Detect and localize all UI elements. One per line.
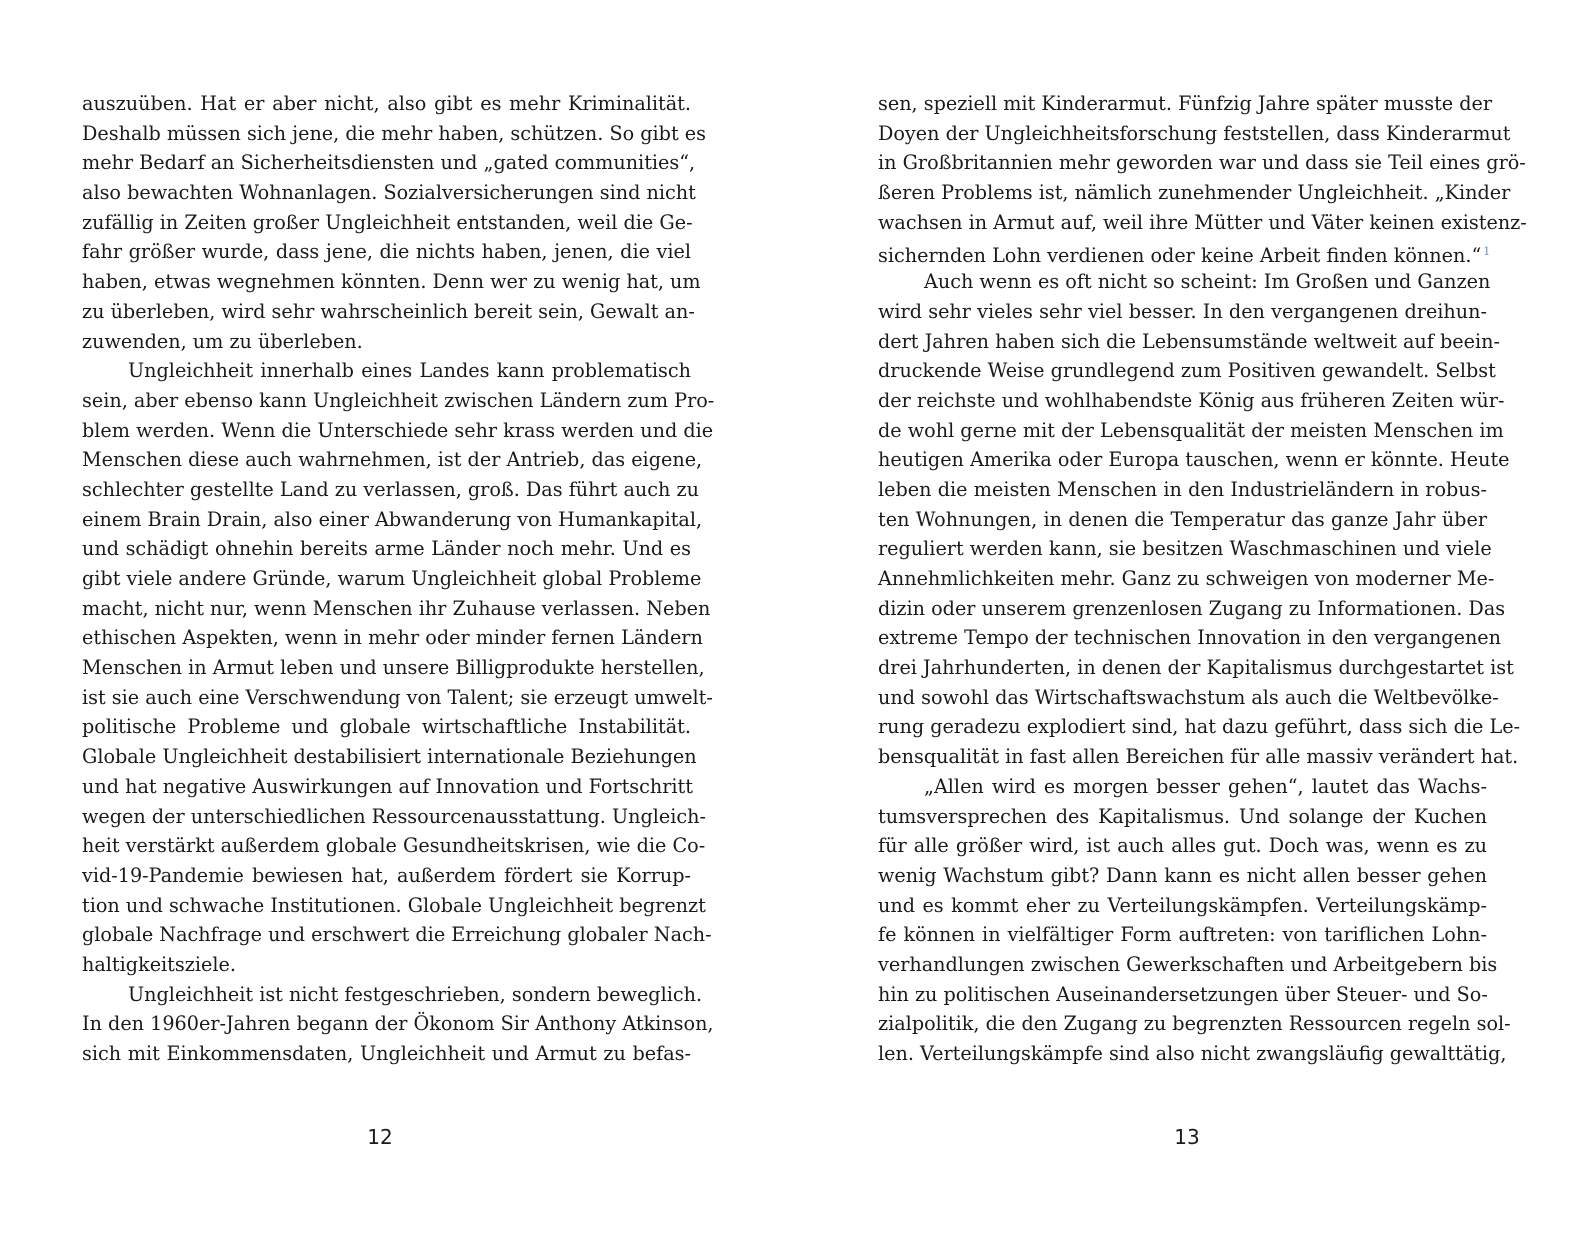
text-line [878, 683, 1499, 713]
text-line [878, 119, 1511, 149]
line-text: extreme Tempo der technischen Innovation in den vergangenen [878, 626, 1502, 650]
text-line [878, 891, 1487, 921]
line-text: schlechter gestellte Land zu verlassen, groß. Das führt auch zu [82, 477, 699, 501]
text-line [82, 208, 691, 238]
line-text: wird sehr vieles sehr viel besser. In den vergangenen dreihun- [878, 299, 1487, 323]
text-line [82, 653, 705, 683]
text-line [878, 742, 1519, 772]
line-text: tion und schwache Institutionen. Globale Ungleichheit begrenzt [82, 893, 706, 917]
line-text: und hat negative Auswirkungen auf Innovation und Fortschritt [82, 774, 693, 798]
text-line [82, 327, 691, 357]
line-text: vid-19-Pandemie bewiesen hat, außerdem fördert sie Korrup- [82, 863, 691, 887]
text-line [82, 416, 714, 446]
line-text: „Allen wird es morgen besser gehen“, lautet das Wachs- [924, 774, 1487, 798]
text-line [878, 178, 1511, 208]
line-text: haben, etwas wegnehmen könnten. Denn wer zu wenig hat, um [82, 270, 701, 294]
text-line [82, 920, 712, 950]
left-page-text [82, 89, 715, 1069]
line-text: fahr größer wurde, dass jene, die nichts haben, jenen, die viel [82, 240, 691, 264]
text-line [878, 267, 1491, 297]
line-text: mehr Bedarf an Sicherheitsdiensten und „gated communities“, [82, 151, 696, 175]
line-text: haltigkeitsziele. [82, 952, 236, 976]
page-number-right: 13 [1174, 1125, 1200, 1149]
text-line [82, 861, 691, 891]
text-line [82, 742, 697, 772]
line-text: sein, aber ebenso kann Ungleichheit zwischen Ländern zum Pro- [82, 388, 715, 412]
line-text: also bewachten Wohnanlagen. Sozialversicherungen sind nicht [82, 181, 696, 205]
line-text: Menschen diese auch wahrnehmen, ist der Antrieb, das eigene, [82, 448, 703, 472]
line-text: tumsversprechen des Kapitalismus. Und solange der Kuchen [878, 804, 1487, 828]
text-line [878, 1039, 1507, 1069]
text-line [878, 861, 1487, 891]
line-text: Menschen in Armut leben und unsere Billigprodukte herstellen, [82, 656, 705, 680]
text-line [878, 505, 1487, 535]
right-page-text [878, 89, 1527, 1069]
line-text: sen, speziell mit Kinderarmut. Fünfzig Jahre später musste der [878, 92, 1493, 115]
line-text: ßeren Problems ist, nämlich zunehmender Ungleichheit. „Kinder [878, 181, 1511, 205]
page-number-left: 12 [367, 1125, 393, 1149]
line-text: Ungleichheit ist nicht festgeschrieben, sondern beweglich. [128, 982, 703, 1006]
line-text: und schädigt ohnehin bereits arme Länder noch mehr. Und es [82, 537, 691, 561]
text-line [878, 416, 1504, 446]
text-line [82, 564, 702, 594]
text-line [82, 386, 715, 416]
text-line [82, 594, 711, 624]
line-text: Deshalb müssen sich jene, die mehr haben, schützen. So gibt es [82, 121, 706, 145]
line-text: globale Nachfrage und erschwert die Erreichung globaler Nach- [82, 923, 712, 947]
line-text: wegen der unterschiedlichen Ressourcenausstattung. Ungleich- [82, 804, 706, 828]
line-text: len. Verteilungskämpfe sind also nicht zwangsläufig gewalttätig, [878, 1042, 1507, 1065]
text-line [878, 475, 1487, 505]
line-text: macht, nicht nur, wenn Menschen ihr Zuhause verlassen. Neben [82, 596, 711, 620]
line-text: Ungleichheit innerhalb eines Landes kann problematisch [128, 359, 691, 383]
line-text: wachsen in Armut auf, weil ihre Mütter und Väter keinen existenz- [878, 210, 1527, 234]
text-line [878, 712, 1521, 742]
text-line [878, 148, 1526, 178]
line-text: Annehmlichkeiten mehr. Ganz zu schweigen von moderner Me- [878, 567, 1495, 590]
text-line [82, 148, 696, 178]
line-text: fe können in vielfältiger Form auftreten: von tariflichen Lohn- [878, 923, 1487, 947]
text-line [82, 980, 703, 1010]
line-text: politische Probleme und globale wirtschaftliche Instabilität. [82, 715, 691, 739]
text-line [878, 534, 1492, 564]
text-line [82, 178, 696, 208]
line-text: reguliert werden kann, sie besitzen Waschmaschinen und viele [878, 537, 1492, 561]
text-line [82, 119, 706, 149]
line-text: und sowohl das Wirtschaftswachstum als auch die Weltbevölke- [878, 685, 1499, 709]
line-text: ten Wohnungen, in denen die Temperatur das ganze Jahr über [878, 507, 1487, 531]
line-text: In den 1960er-Jahren begann der Ökonom Sir Anthony Atkinson, [82, 1012, 714, 1036]
text-line [878, 802, 1487, 832]
text-line [82, 802, 706, 832]
line-text: einem Brain Drain, also einer Abwanderung von Humankapital, [82, 507, 703, 531]
text-line [878, 89, 1493, 119]
text-line [878, 920, 1487, 950]
line-text: wenig Wachstum gibt? Dann kann es nicht allen besser gehen [878, 863, 1487, 887]
line-text: gibt viele andere Gründe, warum Ungleichheit global Probleme [82, 567, 702, 590]
text-line [878, 594, 1506, 624]
line-text: in Großbritannien mehr geworden war und dass sie Teil eines grö- [878, 151, 1526, 175]
line-text: zufällig in Zeiten großer Ungleichheit entstanden, weil die Ge- [82, 210, 693, 234]
text-line [878, 445, 1510, 475]
line-text: blem werden. Wenn die Unterschiede sehr krass werden und die [82, 418, 714, 442]
text-line [878, 950, 1498, 980]
line-text: rung geradezu explodiert sind, hat dazu geführt, dass sich die Le- [878, 715, 1521, 739]
text-line [82, 683, 713, 713]
line-text: verhandlungen zwischen Gewerkschaften und Arbeitgebern bis [878, 952, 1498, 976]
line-text: ist sie auch eine Verschwendung von Talent; sie erzeugt umwelt- [82, 685, 713, 709]
line-text: dert Jahren haben sich die Lebensumstände weltweit auf beein- [878, 329, 1500, 353]
line-text: Globale Ungleichheit destabilisiert internationale Beziehungen [82, 745, 697, 769]
text-line [82, 475, 699, 505]
line-text: bensqualität in fast allen Bereichen für alle massiv verändert hat. [878, 745, 1519, 769]
text-line [82, 505, 703, 535]
line-text: zuwenden, um zu überleben. [82, 329, 363, 353]
text-line [82, 534, 691, 564]
text-line [878, 297, 1487, 327]
text-line [878, 831, 1487, 861]
text-line [82, 356, 691, 386]
line-text: Doyen der Ungleichheitsforschung feststellen, dass Kinderarmut [878, 121, 1511, 145]
line-text: heit verstärkt außerdem globale Gesundheitskrisen, wie die Co- [82, 834, 706, 858]
line-text: und es kommt eher zu Verteilungskämpfen. Verteilungskämp- [878, 893, 1487, 917]
text-line [878, 772, 1487, 802]
text-line [878, 237, 1491, 268]
line-text: auszuüben. Hat er aber nicht, also gibt es mehr Kriminalität. [82, 92, 691, 115]
line-text: sich mit Einkommensdaten, Ungleichheit und Armut zu befas- [82, 1042, 691, 1065]
line-text: druckende Weise grundlegend zum Positiven gewandelt. Selbst [878, 359, 1496, 383]
text-line [82, 712, 691, 742]
line-text: ethischen Aspekten, wenn in mehr oder minder fernen Ländern [82, 626, 703, 650]
text-line [878, 653, 1514, 683]
text-line [82, 891, 706, 921]
line-text: heutigen Amerika oder Europa tauschen, wenn er könnte. Heute [878, 448, 1510, 472]
text-line [82, 1009, 714, 1039]
text-line [82, 89, 691, 119]
text-line [82, 445, 703, 475]
text-line [82, 297, 695, 327]
text-line [82, 831, 706, 861]
text-line [878, 208, 1527, 238]
text-line [878, 327, 1500, 357]
text-line [82, 267, 701, 297]
text-line [878, 623, 1502, 653]
text-line [878, 980, 1487, 1010]
text-line [82, 1039, 691, 1069]
text-line [878, 386, 1505, 416]
text-line [82, 623, 703, 653]
line-text: der reichste und wohlhabendste König aus früheren Zeiten wür- [878, 388, 1505, 412]
text-line [82, 772, 691, 802]
line-text: drei Jahrhunderten, in denen der Kapitalismus durchgestartet ist [878, 656, 1514, 680]
text-line [878, 1009, 1511, 1039]
text-line [82, 237, 691, 267]
line-text: leben die meisten Menschen in den Industrieländern in robus- [878, 477, 1487, 501]
line-text: hin zu politischen Auseinandersetzungen über Steuer- und So- [878, 982, 1488, 1006]
line-text: zu überleben, wird sehr wahrscheinlich bereit sein, Gewalt an- [82, 299, 695, 323]
line-text: zialpolitik, die den Zugang zu begrenzten Ressourcen regeln sol- [878, 1012, 1511, 1036]
line-text: sichernden Lohn verdienen oder keine Arbeit finden können.“ [878, 244, 1482, 268]
line-text: de wohl gerne mit der Lebensqualität der meisten Menschen im [878, 418, 1504, 442]
footnote-marker[interactable]: 1 [1483, 245, 1491, 259]
line-text: für alle größer wird, ist auch alles gut. Doch was, wenn es zu [878, 834, 1487, 858]
line-text: dizin oder unserem grenzenlosen Zugang zu Informationen. Das [878, 596, 1506, 620]
text-line [82, 950, 691, 980]
text-line [878, 564, 1495, 594]
line-text: Auch wenn es oft nicht so scheint: Im Großen und Ganzen [924, 270, 1491, 294]
text-line [878, 356, 1496, 386]
